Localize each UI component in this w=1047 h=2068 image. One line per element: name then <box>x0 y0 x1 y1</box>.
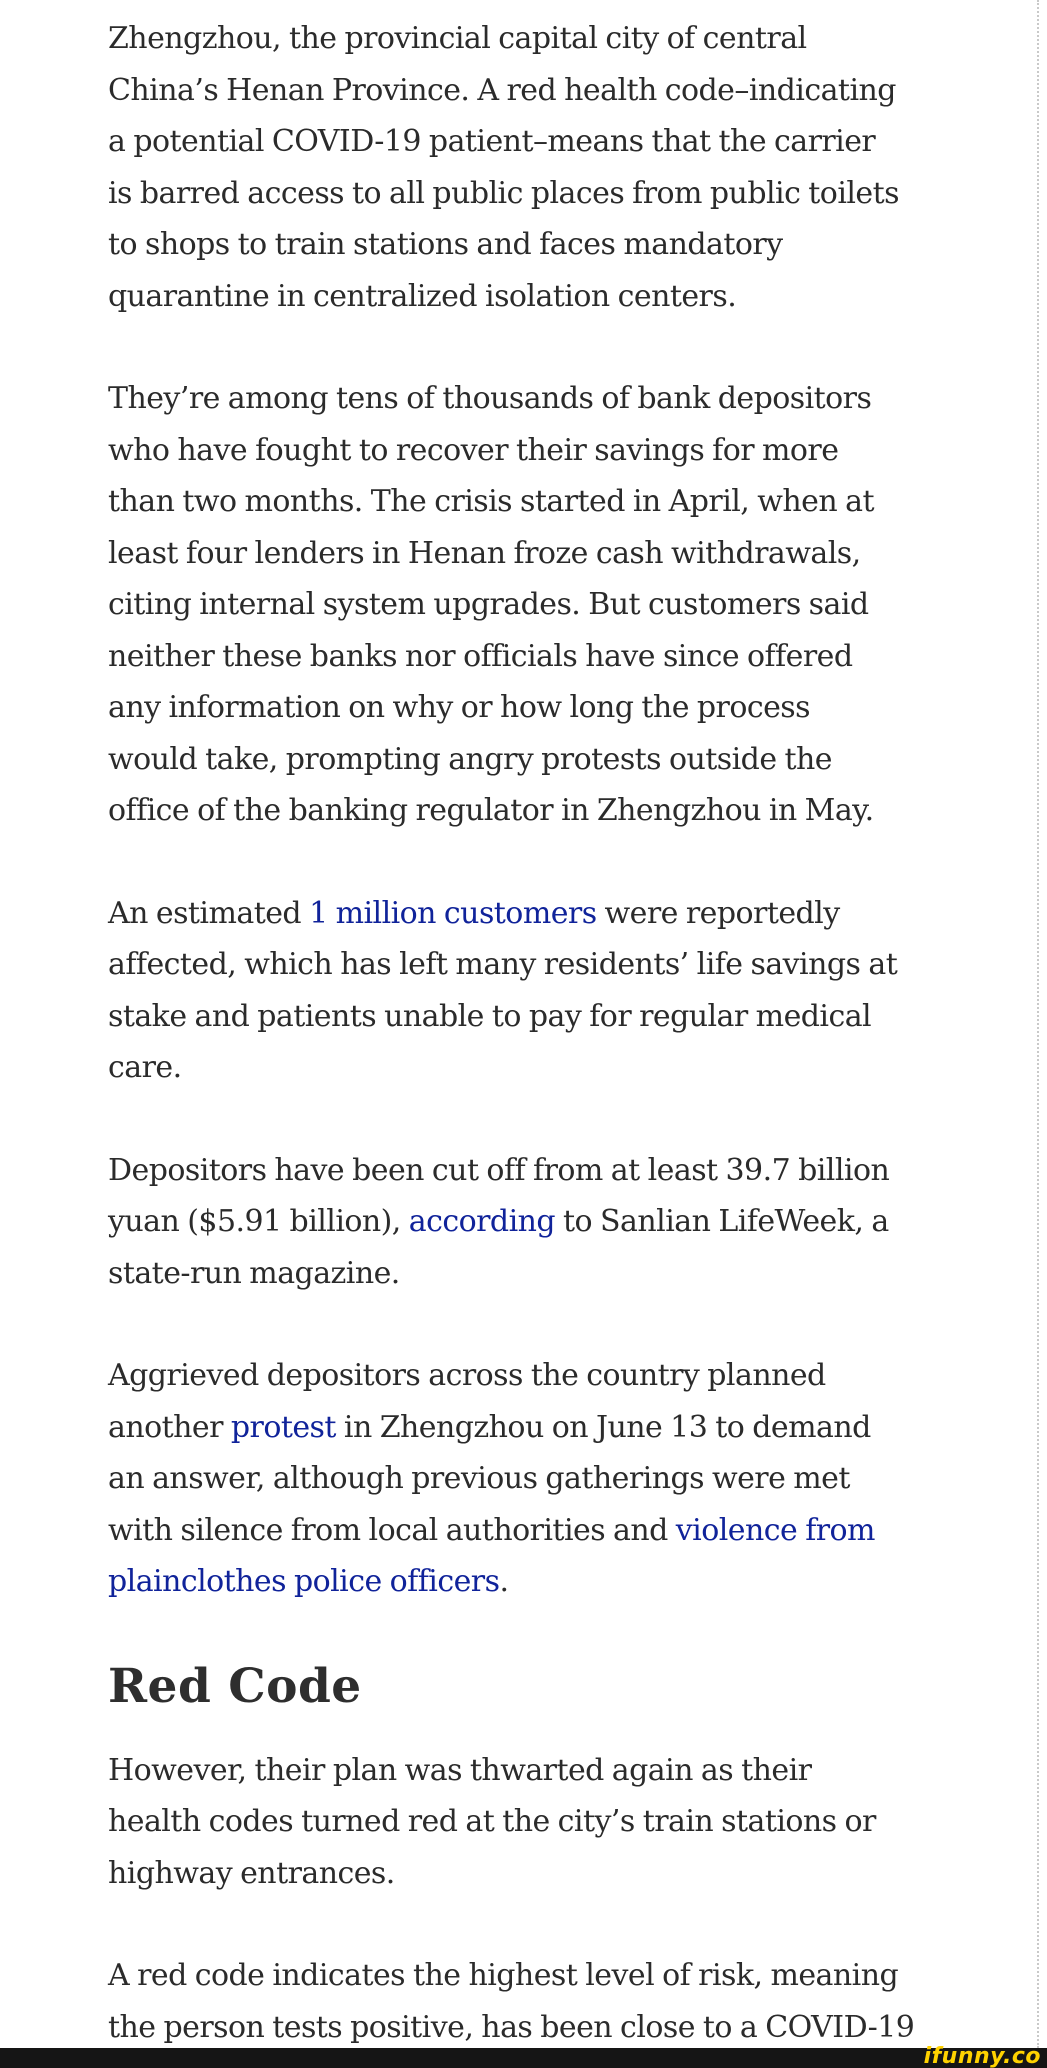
text-segment: is barred access to all public places from public toilets <box>108 175 899 211</box>
text-line <box>108 888 928 940</box>
text-line <box>108 631 928 683</box>
inline-link[interactable]: plainclothes police officers <box>108 1564 500 1599</box>
watermark-logo: ifunny.co <box>923 2044 1041 2068</box>
text-line <box>108 579 928 631</box>
text-segment: neither these banks nor officials have since offered <box>108 638 853 674</box>
text-segment: health codes turned red at the city’s train stations or <box>108 1804 876 1839</box>
text-segment: in Zhengzhou on June 13 to demand <box>335 1409 871 1445</box>
text-line <box>108 13 928 65</box>
text-line <box>108 682 928 734</box>
text-segment: any information on why or how long the process <box>108 690 810 725</box>
text-line <box>108 65 928 117</box>
text-segment: than two months. The crisis started in April, when at <box>108 484 874 519</box>
text-line <box>108 991 928 1043</box>
text-segment: Aggrieved depositors across the country planned <box>108 1358 826 1393</box>
text-line <box>108 1453 928 1505</box>
paragraph <box>108 1145 928 1300</box>
text-line <box>108 219 928 271</box>
text-segment: affected, which has left many residents’ life savings at <box>108 947 898 982</box>
text-line <box>108 373 928 425</box>
text-segment: Zhengzhou, the provincial capital city of central <box>108 21 807 56</box>
paragraph <box>108 373 928 837</box>
text-line <box>108 168 928 220</box>
text-segment: another <box>108 1409 231 1445</box>
text-segment: quarantine in centralized isolation centers. <box>108 278 737 314</box>
text-line <box>108 271 928 323</box>
text-line <box>108 785 928 837</box>
text-line <box>108 1145 928 1197</box>
scrollbar-track[interactable] <box>1037 0 1039 2048</box>
watermark-bar <box>0 2048 1047 2068</box>
text-segment: However, their plan was thwarted again as their <box>108 1752 812 1788</box>
paragraph <box>108 1950 928 2053</box>
text-segment: yuan ($5.91 billion), <box>108 1204 409 1239</box>
text-segment: care. <box>108 1050 182 1085</box>
text-segment: citing internal system upgrades. But customers said <box>108 587 869 622</box>
text-segment: to shops to train stations and faces mandatory <box>108 227 783 262</box>
text-segment: China’s Henan Province. A red health code–indicating <box>108 72 896 108</box>
text-line <box>108 1042 928 1094</box>
text-segment: a potential COVID-19 patient–means that the carrier <box>108 124 876 159</box>
text-line <box>108 734 928 786</box>
paragraphs-after-heading <box>108 1745 928 2054</box>
inline-link[interactable]: according <box>408 1204 556 1239</box>
text-segment: would take, prompting angry protests outside the <box>108 741 833 777</box>
text-segment: who have fought to recover their savings for more <box>108 432 839 468</box>
text-line <box>108 1505 928 1557</box>
inline-link[interactable]: protest <box>230 1409 336 1445</box>
text-line <box>108 1248 928 1300</box>
paragraphs-before-heading <box>108 13 928 1608</box>
text-line <box>108 939 928 991</box>
text-line <box>108 476 928 528</box>
paragraph <box>108 1745 928 1900</box>
text-line <box>108 1196 928 1248</box>
text-segment: A red code indicates the highest level of risk, meaning <box>108 1958 899 1993</box>
inline-link[interactable]: 1 million customers <box>309 895 597 931</box>
text-segment: with silence from local authorities and <box>108 1512 676 1548</box>
text-segment: An estimated <box>108 895 310 931</box>
text-line <box>108 425 928 477</box>
text-line <box>108 1350 928 1402</box>
text-line <box>108 2002 928 2054</box>
text-segment: least four lenders in Henan froze cash withdrawals, <box>108 535 861 571</box>
text-segment: stake and patients unable to pay for regular medical <box>108 998 872 1034</box>
text-segment: an answer, although previous gatherings were met <box>108 1461 850 1496</box>
section-heading: Red Code <box>108 1658 362 1714</box>
text-segment: state-run magazine. <box>108 1255 400 1291</box>
paragraph <box>108 888 928 1094</box>
text-line <box>108 1745 928 1797</box>
text-line <box>108 528 928 580</box>
text-line <box>108 1402 928 1454</box>
text-segment: the person tests positive, has been close to a COVID-19 <box>108 2009 915 2045</box>
text-segment: were reportedly <box>596 895 840 931</box>
text-segment: . <box>499 1564 509 1599</box>
article-body <box>108 13 928 2068</box>
text-segment: They’re among tens of thousands of bank depositors <box>108 381 872 416</box>
text-segment: office of the banking regulator in Zhengzhou in May. <box>108 793 874 828</box>
text-segment: to Sanlian LifeWeek, a <box>555 1204 889 1239</box>
paragraph <box>108 1350 928 1608</box>
paragraph <box>108 13 928 322</box>
text-segment: Depositors have been cut off from at least 39.7 billion <box>108 1152 890 1188</box>
text-line <box>108 1950 928 2002</box>
text-line <box>108 1796 928 1848</box>
text-line <box>108 1556 928 1608</box>
text-line <box>108 116 928 168</box>
text-segment: highway entrances. <box>108 1855 395 1891</box>
text-line <box>108 1848 928 1900</box>
inline-link[interactable]: violence from <box>675 1512 875 1548</box>
